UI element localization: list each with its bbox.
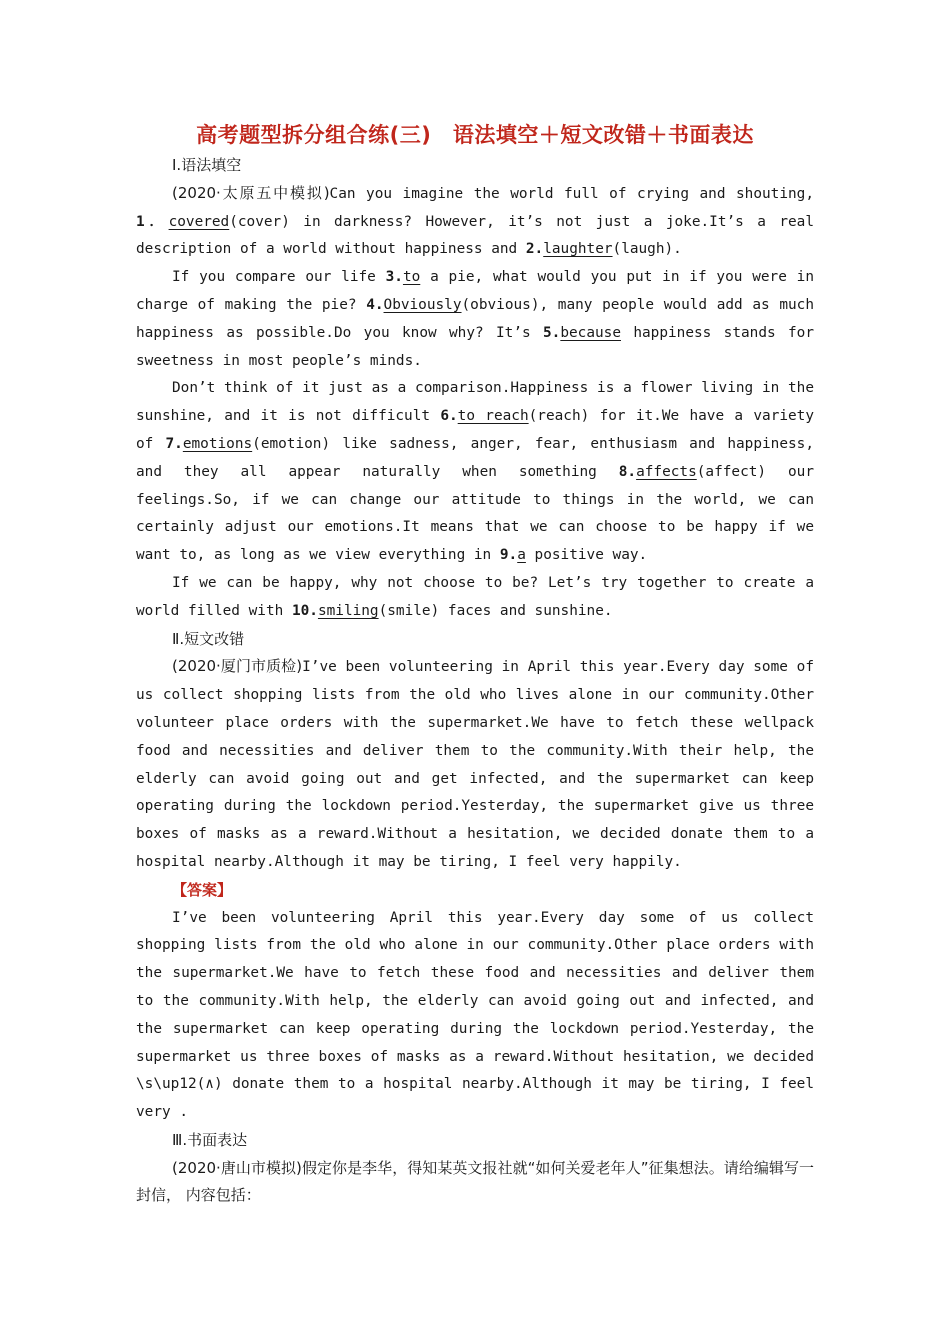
blank-number: 1．: [136, 213, 169, 230]
answer-blank: emotions: [182, 435, 253, 452]
passage-text: (laugh).: [612, 241, 682, 258]
passage-text: Can you imagine the world full of crying and shouting,: [329, 185, 814, 202]
grammar-paragraph-2: [136, 264, 814, 375]
source-label: (2020·厦门市质检): [172, 657, 303, 676]
grammar-paragraph-1: [136, 180, 814, 264]
passage-text: (smile) faces and sunshine.: [378, 602, 613, 619]
answer-blank: to reach: [457, 408, 529, 425]
answer-blank: affects: [636, 463, 697, 480]
blank-number: 2.: [525, 241, 544, 258]
blank-number: 9.: [499, 547, 518, 564]
passage-text: (reach) for it.We have a variety of: [136, 408, 815, 452]
passage-text: positive way.: [525, 547, 648, 564]
answer-blank: covered: [168, 213, 230, 230]
answer-blank: Obviously: [383, 296, 462, 313]
answer-blank: laughter: [543, 241, 613, 258]
blank-number: 10.: [291, 602, 318, 619]
answer-label: 【答案】: [172, 880, 233, 899]
grammar-paragraph-4: [136, 570, 814, 626]
blank-number: 5.: [543, 324, 561, 341]
grammar-paragraph-3: [136, 375, 814, 570]
passage-text: (cover) in darkness? However, it’s not just a joke.It’s a real description of a world without happiness and: [136, 213, 814, 258]
passage-text: (obvious), many people would add as much happiness as possible.Do you know why? It’s: [136, 296, 814, 341]
page-title: 高考题型拆分组合练(三) 语法填空＋短文改错＋书面表达: [196, 123, 754, 147]
writing-prompt: (2020·唐山市模拟)假定你是李华，得知某英文报社就“如何关爱老年人”征集想法。请给编辑写一封信， 内容包括：: [136, 1158, 814, 1205]
passage-text: Don’t think of it just as a comparison.Happiness is a flower living in the sunshine, and it is not difficult: [136, 380, 814, 425]
passage-text: If we can be happy, why not choose to be? Let’s try together to create a world filled with: [136, 574, 814, 619]
passage-text: happiness stands for sweetness in most people’s minds.: [136, 324, 814, 369]
blank-number: 3.: [385, 269, 403, 286]
source-label: (2020·太原五中模拟): [172, 183, 330, 202]
answer-blank: to: [402, 269, 421, 286]
error-correction-passage: [136, 653, 814, 876]
blank-number: 4.: [366, 296, 384, 313]
blank-number: 6.: [440, 408, 458, 425]
section-heading-writing: Ⅲ.书面表达: [172, 1130, 248, 1149]
passage-text: I’ve been volunteering in April this year.Every day some of us collect shopping lists from the old who lives alone in our community.Other volunteer place orders with the supermarket.We have to fetch these wellpack food and necessities and deliver them to the community.With their help, the elderly can avoid going out and get infected, and the supermarket can keep operating during the lockdown period.Yesterday, the supermarket give us three boxes of masks as a reward.Without a hesitation, we decided donate them to a hospital nearby.Although it may be tiring, I feel very happily.: [136, 659, 814, 870]
section-heading-error-correction: Ⅱ.短文改错: [172, 629, 245, 648]
document-body: [136, 152, 814, 1210]
section-heading-grammar-fill: Ⅰ.语法填空: [172, 156, 242, 174]
blank-number: 7.: [165, 435, 183, 452]
answer-blank: a: [517, 547, 526, 564]
passage-text: (affect) our feelings.So, if we can change our attitude to things in the world, we can certainly adjust our emotions.It means that we can choose to be happy if we want to, as long as we view everything in: [136, 463, 814, 564]
passage-text: (emotion) like sadness, anger, fear, enthusiasm and happiness, and they all appear naturally when something: [136, 435, 814, 480]
answer-blank: because: [560, 324, 621, 341]
passage-text: a pie, what would you put in if you were in charge of making the pie?: [136, 269, 814, 313]
answer-blank: smiling: [317, 602, 379, 619]
passage-text: If you compare our life: [172, 269, 386, 286]
answer-passage: I’ve been volunteering April this year.Every day some of us collect shopping lists from the old who alone in our community.Other place orders with the supermarket.We have to fetch these food and necessities and deliver them to the community.With help, the elderly can avoid going out and infected, and the supermarket can keep operating during the lockdown period.Yesterday, the supermarket us three boxes of masks as a reward.Without hesitation, we decided \s\up12(∧) donate them to a hospital nearby.Although it may be tiring, I feel very .: [136, 909, 814, 1121]
blank-number: 8.: [618, 463, 637, 480]
